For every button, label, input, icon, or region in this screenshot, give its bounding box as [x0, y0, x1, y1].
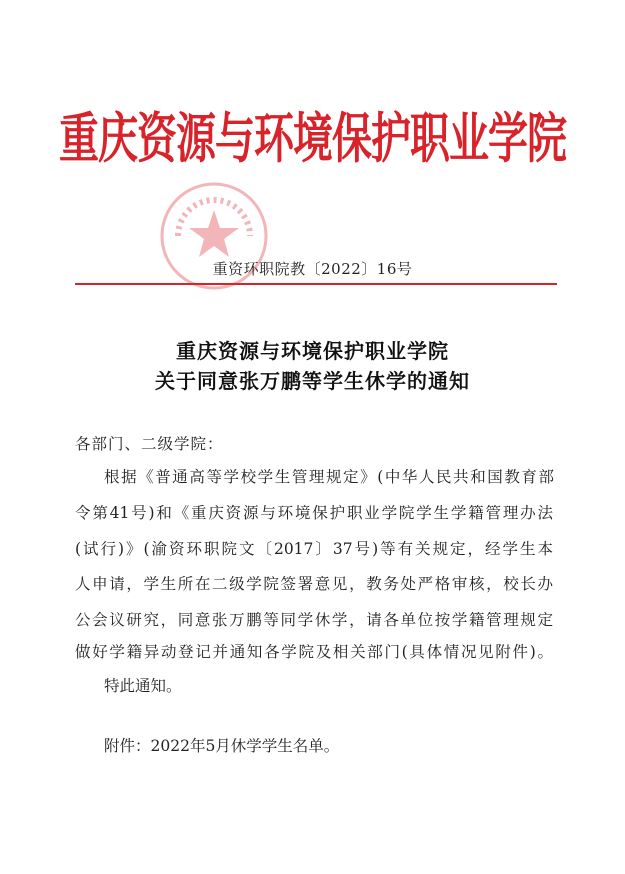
document-number: 重资环职院教〔2022〕16号 — [212, 260, 413, 278]
salutation: 各部门、二级学院： — [75, 435, 224, 453]
red-divider-line — [75, 283, 557, 285]
institution-header-title: 重庆资源与环境保护职业学院 — [59, 106, 566, 171]
attachment-note: 附件：2022年5月休学学生名单。 — [104, 737, 340, 755]
paragraph-line: 公会议研究，同意张万鹏等同学休学，请各单位按学籍管理规定 — [75, 611, 553, 629]
paragraph-line: 做好学籍异动登记并通知各学院及相关部门(具体情况见附件)。 — [75, 643, 553, 661]
closing-text: 特此通知。 — [104, 677, 182, 695]
notice-title-line-1: 重庆资源与环境保护职业学院 — [176, 339, 449, 363]
notice-title-line-2: 关于同意张万鹏等学生休学的通知 — [155, 369, 470, 393]
paragraph-line: 令第41号)和《重庆资源与环境保护职业学院学生学籍管理办法 — [75, 504, 553, 522]
paragraph-line: 人申请，学生所在二级学院签署意见，教务处严格审核，校长办 — [75, 575, 553, 593]
paragraph-line: 根据《普通高等学校学生管理规定》(中华人民共和国教育部 — [104, 468, 554, 486]
paragraph-line: (试行)》(渝资环职院文〔2017〕37号)等有关规定，经学生本 — [75, 540, 553, 558]
